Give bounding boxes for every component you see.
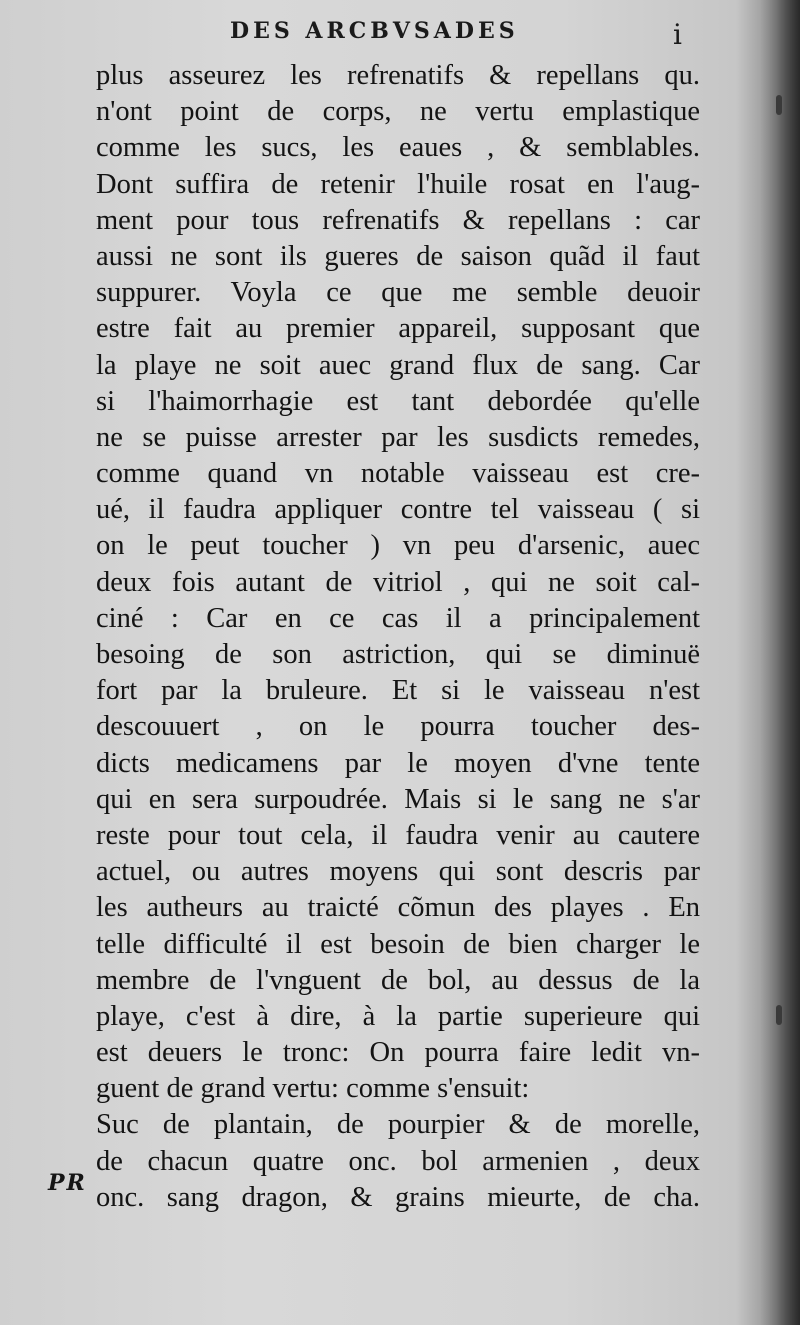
text-line: estre fait au premier appareil, supposant que <box>96 313 700 345</box>
marginal-note: PR <box>48 1170 87 1196</box>
text-line: qui en sera surpoudrée. Mais si le sang ne s'ar <box>96 783 700 815</box>
text-line: ciné : Car en ce cas il a principalement <box>96 602 700 634</box>
folio-number: i <box>673 18 682 51</box>
text-line: guent de grand vertu: comme s'ensuit: <box>96 1073 530 1105</box>
text-line: comme les sucs, les eaues , & semblables. <box>96 132 700 164</box>
text-line: si l'haimorrhagie est tant debordée qu'elle <box>96 385 700 417</box>
running-head: DES ARCBVSADES <box>230 18 519 44</box>
spine-mark <box>776 95 782 115</box>
text-line: Suc de plantain, de pourpier & de morelle, <box>96 1109 700 1141</box>
text-line: la playe ne soit auec grand flux de sang. Car <box>96 349 700 381</box>
page-gutter <box>760 0 800 1325</box>
text-line: suppurer. Voyla ce que me semble deuoir <box>96 277 700 309</box>
body-text <box>96 58 700 1216</box>
text-line: dicts medicamens par le moyen d'vne tente <box>96 747 700 779</box>
text-line: est deuers le tronc: On pourra faire ledit vn- <box>96 1037 700 1069</box>
spine-mark <box>776 1005 782 1025</box>
text-line: comme quand vn notable vaisseau est cre- <box>96 458 700 490</box>
text-line: ment pour tous refrenatifs & repellans : car <box>96 204 700 236</box>
text-line: telle difficulté il est besoin de bien charger le <box>96 928 700 960</box>
text-line: les autheurs au traicté cõmun des playes . En <box>96 892 700 924</box>
text-line: ué, il faudra appliquer contre tel vaisseau ( si <box>96 494 700 526</box>
text-line: descouuert , on le pourra toucher des- <box>96 711 700 743</box>
page-header <box>100 18 690 52</box>
text-line: aussi ne sont ils gueres de saison quãd il faut <box>96 240 700 272</box>
text-line: Dont suffira de retenir l'huile rosat en l'aug- <box>96 168 700 200</box>
text-line: besoing de son astriction, qui se diminuë <box>96 639 700 670</box>
text-line: plus asseurez les refrenatifs & repellans qu. <box>96 60 700 91</box>
text-line: ne se puisse arrester par les susdicts remedes, <box>96 421 700 453</box>
text-line: de chacun quatre onc. bol armenien , deux <box>96 1145 700 1177</box>
text-line: playe, c'est à dire, à la partie superieure qui <box>96 1000 700 1032</box>
text-line: reste pour tout cela, il faudra venir au cautere <box>96 819 700 851</box>
text-line: onc. sang dragon, & grains mieurte, de cha. <box>96 1181 700 1213</box>
text-line: deux fois autant de vitriol , qui ne soit cal- <box>96 566 700 598</box>
text-line: fort par la bruleure. Et si le vaisseau n'est <box>96 675 700 707</box>
text-line: membre de l'vnguent de bol, au dessus de la <box>96 964 700 996</box>
text-line: on le peut toucher ) vn peu d'arsenic, auec <box>96 530 700 562</box>
text-line: n'ont point de corps, ne vertu emplastique <box>96 96 700 128</box>
text-line: actuel, ou autres moyens qui sont descris par <box>96 856 700 888</box>
